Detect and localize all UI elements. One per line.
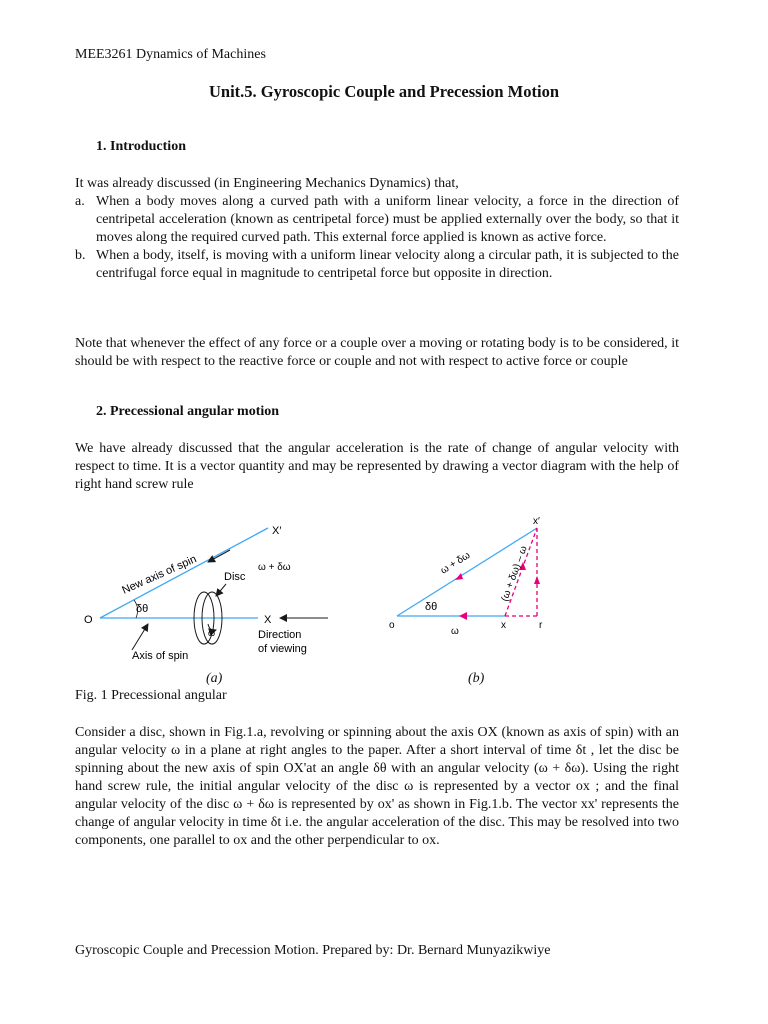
list-marker: a. (75, 194, 85, 209)
list-marker: b. (75, 248, 86, 263)
precession-paragraph-2: Consider a disc, shown in Fig.1.a, revolving or spinning about the axis OX (known as axis of spin) with an angular velocity ω in a plane at right angles to the paper. After a short interval of time δt , let the disc be spinning about the new axis of spin OX'at an angle δθ with an angular velocity (ω + δω). Using the right hand screw rule, the initial angular velocity of the disc ω is represented by a vector ox ; and the final angular velocity of the disc ω + δω is represented by ox' as shown in Fig.1.b. The vector xx' represents the change of angular velocity in time δt i.e. the angular acceleration of the disc. This may be resolved into two components, one parallel to ox and the other perpendicular to ox. (75, 725, 679, 848)
label-axis-of-spin: Axis of spin (132, 650, 189, 662)
figure-caption: Fig. 1 Precessional angular (75, 688, 227, 703)
section-heading-precession: 2. Precessional angular motion (96, 404, 280, 419)
page-footer: Gyroscopic Couple and Precession Motion. Prepared by: Dr. Bernard Munyazikwiye (75, 943, 551, 958)
list-item (75, 247, 679, 283)
section-heading-introduction: 1. Introduction (96, 139, 186, 154)
list-text: When a body, itself, is moving with a uniform linear velocity along a circular path, it is subjected to the centrifugal force equal in magnitude to centripetal force but opposite in direction. (96, 248, 679, 281)
label-x: x (501, 620, 506, 631)
label-disc: Disc (224, 571, 246, 583)
label-delta-theta: δθ (425, 601, 438, 613)
label-delta-theta: δθ (136, 603, 149, 615)
label-omega: ω (451, 626, 459, 637)
label-omega: ω (208, 628, 216, 638)
figure-1a (80, 512, 340, 672)
intro-list (75, 193, 679, 283)
label-change: (ω + δω) – ω (499, 544, 530, 604)
unit-title: Unit.5. Gyroscopic Couple and Precession Motion (208, 82, 560, 101)
course-header: MEE3261 Dynamics of Machines (75, 47, 266, 62)
list-text: When a body moves along a curved path with a uniform linear velocity, a force in the direction of centripetal acceleration (known as centripetal force) must be applied externally over the body, so that it moves along the required curved path. This external force applied is known as active force. (96, 194, 679, 245)
label-x: X (264, 614, 272, 626)
figure-label-b: (b) (468, 671, 485, 686)
label-o: o (389, 620, 395, 631)
label-viewing: of viewing (258, 643, 307, 655)
label-new-axis: New axis of spin (120, 553, 199, 597)
figure-label-a: (a) (206, 671, 223, 686)
label-r: r (539, 620, 543, 631)
label-direction: Direction (258, 629, 302, 641)
omega-delta-arrow (208, 550, 230, 562)
list-item (75, 193, 679, 247)
label-xprime: x′ (533, 516, 540, 527)
label-xprime: X′ (272, 525, 282, 537)
intro-note: Note that whenever the effect of any force or a couple over a moving or rotating body is to be considered, it should be with respect to the reactive force or couple and not with respect to active force or couple (75, 336, 679, 369)
label-omega-delta: ω + δω (438, 549, 473, 577)
label-o: O (84, 614, 93, 626)
label-omega-delta: ω + δω (258, 562, 291, 573)
figure-1b (385, 510, 565, 650)
precession-paragraph-1: We have already discussed that the angular acceleration is the rate of change of angular velocity with respect to time. It is a vector quantity and may be represented by drawing a vector diagram with the help of right hand screw rule (75, 441, 679, 492)
intro-lead: It was already discussed (in Engineering Mechanics Dynamics) that, (75, 176, 459, 191)
axis-pointer-arrow (132, 624, 148, 650)
